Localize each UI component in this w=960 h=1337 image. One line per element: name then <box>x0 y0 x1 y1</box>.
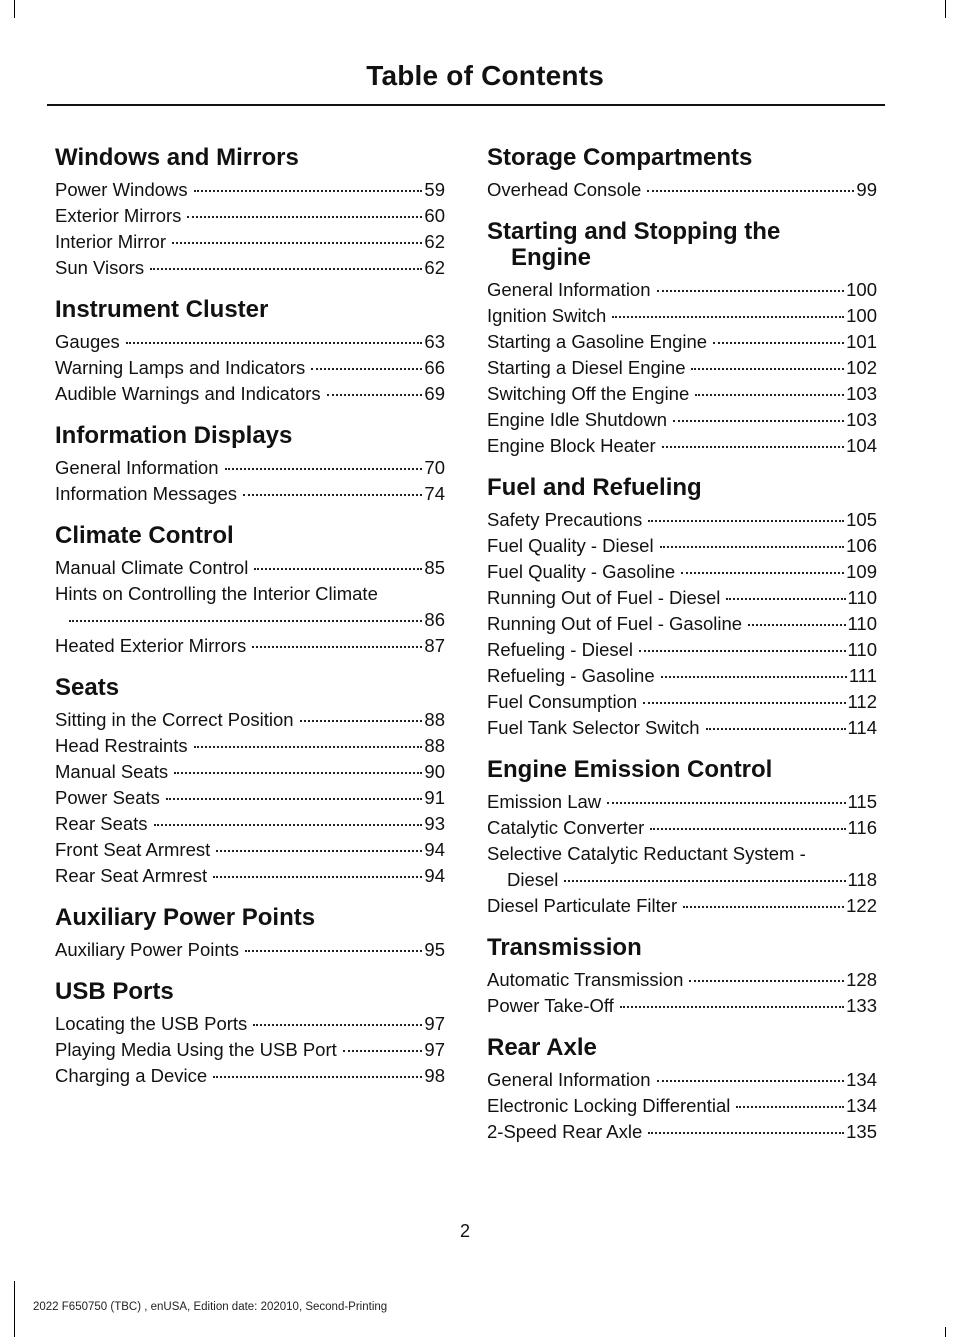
entry-title: Hints on Controlling the Interior Climate <box>55 583 378 604</box>
toc-entry[interactable] <box>487 715 877 741</box>
toc-section <box>55 423 445 507</box>
entry-title: Sitting in the Correct Position <box>55 709 294 730</box>
toc-section <box>487 935 877 1019</box>
entry-page: 118 <box>847 869 877 890</box>
leader-dots <box>736 1106 844 1108</box>
entry-title: Manual Climate Control <box>55 557 249 578</box>
entry-page: 110 <box>847 639 877 660</box>
entry-page: 134 <box>846 1095 877 1116</box>
toc-entry[interactable] <box>55 229 445 255</box>
entry-page: 69 <box>424 383 445 404</box>
leader-dots <box>194 190 423 192</box>
toc-section <box>487 219 877 459</box>
entry-title: Manual Seats <box>55 761 169 782</box>
entry-title: General Information <box>55 457 219 478</box>
leader-dots <box>607 802 845 804</box>
entry-page: 103 <box>846 383 877 404</box>
crop-mark-top-left <box>14 0 15 18</box>
entry-page: 114 <box>847 717 877 738</box>
toc-entry[interactable] <box>487 559 877 585</box>
toc-entry[interactable] <box>55 707 445 733</box>
section-heading: Engine Emission Control <box>487 756 773 783</box>
entry-page: 103 <box>846 409 877 430</box>
leader-dots <box>673 420 844 422</box>
entry-title: Charging a Device <box>55 1065 208 1086</box>
toc-entry[interactable] <box>487 893 877 919</box>
entry-page: 116 <box>847 817 877 838</box>
entry-title: Refueling - Diesel <box>487 639 634 660</box>
page-number: 2 <box>459 1221 470 1241</box>
entry-page: 63 <box>424 331 445 352</box>
entry-page: 98 <box>424 1065 445 1086</box>
entry-title: Switching Off the Engine <box>487 383 690 404</box>
entry-page: 86 <box>424 609 445 630</box>
entry-title: Information Messages <box>55 483 238 504</box>
toc-section <box>55 145 445 281</box>
toc-section <box>487 757 877 919</box>
entry-page: 97 <box>424 1013 445 1034</box>
toc-entry[interactable] <box>487 1093 877 1119</box>
toc-section <box>487 475 877 741</box>
toc-entry[interactable] <box>55 255 445 281</box>
entry-page: 115 <box>847 791 877 812</box>
entry-page: 94 <box>424 839 445 860</box>
toc-section <box>487 1035 877 1145</box>
toc-entry[interactable] <box>55 837 445 863</box>
toc-column-left <box>55 145 445 1105</box>
toc-entry[interactable] <box>55 785 445 811</box>
toc-entry[interactable] <box>55 581 445 633</box>
leader-dots <box>683 906 844 908</box>
entry-title: Head Restraints <box>55 735 188 756</box>
edition-footer: 2022 F650750 (TBC) , enUSA, Edition date: 202010, Second-Printing <box>33 1301 388 1313</box>
leader-dots <box>253 1024 422 1026</box>
leader-dots <box>706 728 846 730</box>
toc-entry[interactable] <box>487 815 877 841</box>
section-heading: Climate Control <box>55 522 234 549</box>
leader-dots <box>713 342 844 344</box>
leader-dots <box>748 624 845 626</box>
leader-dots <box>174 772 422 774</box>
leader-dots <box>620 1006 844 1008</box>
entry-title: Exterior Mirrors <box>55 205 182 226</box>
toc-section <box>55 675 445 889</box>
entry-page: 106 <box>846 535 877 556</box>
entry-page: 102 <box>846 357 877 378</box>
toc-entry-multiline[interactable] <box>487 841 877 893</box>
leader-dots <box>187 216 422 218</box>
entry-page: 100 <box>846 279 877 300</box>
entry-title: Automatic Transmission <box>487 969 684 990</box>
leader-dots <box>691 368 844 370</box>
entry-page: 110 <box>847 613 877 634</box>
entry-page: 100 <box>846 305 877 326</box>
toc-entry[interactable] <box>487 533 877 559</box>
entry-title: Power Take-Off <box>487 995 614 1016</box>
leader-dots <box>194 746 423 748</box>
toc-section <box>55 297 445 407</box>
entry-title: Engine Block Heater <box>487 435 656 456</box>
entry-title: General Information <box>487 1069 651 1090</box>
entry-title: Engine Idle Shutdown <box>487 409 667 430</box>
leader-dots <box>695 394 844 396</box>
entry-title: Starting a Diesel Engine <box>487 357 686 378</box>
entry-title: Fuel Consumption <box>487 691 638 712</box>
leader-dots <box>660 546 845 548</box>
toc-entry[interactable] <box>487 507 877 533</box>
section-heading: Seats <box>55 674 120 701</box>
leader-dots <box>726 598 845 600</box>
toc-entry[interactable] <box>55 329 445 355</box>
entry-title: Selective Catalytic Reductant System - <box>487 843 806 864</box>
leader-dots <box>681 572 844 574</box>
section-heading: Rear Axle <box>487 1034 597 1061</box>
toc-entry[interactable] <box>487 407 877 433</box>
leader-dots <box>343 1050 423 1052</box>
toc-column-right <box>487 145 877 1161</box>
entry-page: 66 <box>424 357 445 378</box>
entry-title: Refueling - Gasoline <box>487 665 655 686</box>
entry-title: Locating the USB Ports <box>55 1013 248 1034</box>
toc-entry[interactable] <box>487 1119 877 1145</box>
toc-entry[interactable] <box>55 355 445 381</box>
entry-page: 88 <box>424 709 445 730</box>
entry-title: Audible Warnings and Indicators <box>55 383 321 404</box>
toc-entry[interactable] <box>55 811 445 837</box>
entry-page: 101 <box>846 331 877 352</box>
entry-title: Fuel Quality - Gasoline <box>487 561 676 582</box>
entry-title-line2: Diesel <box>507 869 559 890</box>
toc-entry[interactable] <box>487 277 877 303</box>
entry-title: Catalytic Converter <box>487 817 645 838</box>
entry-title: 2-Speed Rear Axle <box>487 1121 643 1142</box>
leader-dots <box>225 468 423 470</box>
leader-dots <box>661 676 847 678</box>
entry-page: 90 <box>424 761 445 782</box>
entry-title: Interior Mirror <box>55 231 167 252</box>
leader-dots <box>126 342 423 344</box>
entry-page: 109 <box>846 561 877 582</box>
entry-page: 97 <box>424 1039 445 1060</box>
section-heading-line1: Starting and Stopping the <box>487 218 781 245</box>
leader-dots <box>254 568 422 570</box>
entry-page: 133 <box>846 995 877 1016</box>
section-heading: USB Ports <box>55 978 174 1005</box>
entry-page: 93 <box>424 813 445 834</box>
leader-dots <box>648 520 844 522</box>
entry-title: Gauges <box>55 331 120 352</box>
toc-entry[interactable] <box>487 177 877 203</box>
leader-dots <box>150 268 422 270</box>
entry-title: Fuel Tank Selector Switch <box>487 717 700 738</box>
toc-entry[interactable] <box>487 689 877 715</box>
toc-entry[interactable] <box>487 355 877 381</box>
entry-page: 85 <box>424 557 445 578</box>
toc-entry[interactable] <box>55 555 445 581</box>
leader-dots <box>252 646 422 648</box>
entry-title-line2-row <box>487 867 877 893</box>
toc-section <box>487 145 877 203</box>
leader-dots <box>647 190 854 192</box>
toc-entry[interactable] <box>55 733 445 759</box>
entry-page: 110 <box>847 587 877 608</box>
toc-entry[interactable] <box>55 1037 445 1063</box>
entry-page: 62 <box>424 257 445 278</box>
entry-page: 70 <box>424 457 445 478</box>
leader-dots <box>213 1076 422 1078</box>
header-rule <box>47 104 885 106</box>
entry-title: Power Seats <box>55 787 160 808</box>
entry-page: 112 <box>847 691 877 712</box>
entry-title: Fuel Quality - Diesel <box>487 535 654 556</box>
entry-title: Power Windows <box>55 179 188 200</box>
entry-page: 87 <box>424 635 445 656</box>
entry-title: Auxiliary Power Points <box>55 939 240 960</box>
toc-section <box>55 979 445 1089</box>
entry-page: 111 <box>848 665 877 686</box>
leader-dots <box>216 850 422 852</box>
entry-title: Running Out of Fuel - Diesel <box>487 587 721 608</box>
entry-title: Electronic Locking Differential <box>487 1095 731 1116</box>
entry-title-line1-row <box>487 841 877 867</box>
leader-dots <box>311 368 422 370</box>
leader-dots <box>657 1080 845 1082</box>
toc-entry[interactable] <box>487 637 877 663</box>
leader-dots <box>564 880 845 882</box>
entry-title: Rear Seats <box>55 813 148 834</box>
entry-page: 88 <box>424 735 445 756</box>
section-heading: Information Displays <box>55 422 293 449</box>
toc-section <box>55 905 445 963</box>
leader-dots <box>643 702 845 704</box>
leader-dots <box>172 242 422 244</box>
leader-dots <box>650 828 845 830</box>
section-heading: Storage Compartments <box>487 144 753 171</box>
toc-entry[interactable] <box>55 177 445 203</box>
toc-entry[interactable] <box>487 993 877 1019</box>
leader-dots <box>245 950 422 952</box>
leader-dots <box>213 876 422 878</box>
entry-page: 135 <box>846 1121 877 1142</box>
toc-entry[interactable] <box>487 303 877 329</box>
toc-entry[interactable] <box>55 633 445 659</box>
toc-entry[interactable] <box>487 381 877 407</box>
entry-page: 105 <box>846 509 877 530</box>
entry-title: Diesel Particulate Filter <box>487 895 678 916</box>
entry-page: 134 <box>846 1069 877 1090</box>
toc-entry[interactable] <box>55 481 445 507</box>
leader-dots <box>689 980 844 982</box>
leader-dots <box>69 620 422 622</box>
toc-entry[interactable] <box>55 455 445 481</box>
toc-entry[interactable] <box>487 967 877 993</box>
entry-page: 94 <box>424 865 445 886</box>
leader-dots <box>662 446 844 448</box>
leader-dots <box>154 824 423 826</box>
leader-dots <box>612 316 844 318</box>
entry-page: 62 <box>424 231 445 252</box>
entry-page: 122 <box>846 895 877 916</box>
page-title: Table of Contents <box>366 60 604 91</box>
entry-page: 91 <box>424 787 445 808</box>
toc-entry[interactable] <box>55 863 445 889</box>
toc-entry[interactable] <box>55 1063 445 1089</box>
section-heading <box>487 219 877 271</box>
entry-title: Warning Lamps and Indicators <box>55 357 306 378</box>
entry-title: Starting a Gasoline Engine <box>487 331 708 352</box>
entry-page: 99 <box>856 179 877 200</box>
toc-entry[interactable] <box>55 381 445 407</box>
toc-entry[interactable] <box>55 203 445 229</box>
entry-page: 95 <box>424 939 445 960</box>
leader-dots <box>648 1132 844 1134</box>
entry-title: Sun Visors <box>55 257 145 278</box>
entry-title: Safety Precautions <box>487 509 643 530</box>
entry-page: 74 <box>424 483 445 504</box>
entry-title: Rear Seat Armrest <box>55 865 208 886</box>
entry-page: 128 <box>846 969 877 990</box>
toc-entry[interactable] <box>487 585 877 611</box>
entry-title: Overhead Console <box>487 179 642 200</box>
crop-mark-bottom-right <box>945 1327 946 1337</box>
leader-dots <box>327 394 423 396</box>
leader-dots <box>657 290 845 292</box>
entry-title: Front Seat Armrest <box>55 839 211 860</box>
toc-entry[interactable] <box>55 937 445 963</box>
entry-title: General Information <box>487 279 651 300</box>
section-heading: Transmission <box>487 934 642 961</box>
section-heading-line2: Engine <box>511 244 592 271</box>
leader-dots <box>300 720 423 722</box>
toc-entry[interactable] <box>487 329 877 355</box>
section-heading: Instrument Cluster <box>55 296 269 323</box>
crop-mark-top-right <box>945 0 946 18</box>
toc-entry[interactable] <box>487 433 877 459</box>
toc-entry[interactable] <box>55 759 445 785</box>
leader-dots <box>166 798 423 800</box>
entry-page: 104 <box>846 435 877 456</box>
toc-entry[interactable] <box>55 1011 445 1037</box>
entry-page: 59 <box>424 179 445 200</box>
entry-title: Heated Exterior Mirrors <box>55 635 247 656</box>
toc-entry[interactable] <box>487 789 877 815</box>
section-heading: Fuel and Refueling <box>487 474 702 501</box>
section-heading: Windows and Mirrors <box>55 144 299 171</box>
entry-title: Playing Media Using the USB Port <box>55 1039 337 1060</box>
entry-page: 60 <box>424 205 445 226</box>
toc-entry[interactable] <box>487 611 877 637</box>
crop-mark-bottom-left <box>14 1281 15 1337</box>
leader-dots <box>639 650 845 652</box>
toc-entry[interactable] <box>487 1067 877 1093</box>
toc-entry[interactable] <box>487 663 877 689</box>
entry-title: Running Out of Fuel - Gasoline <box>487 613 743 634</box>
entry-title: Emission Law <box>487 791 602 812</box>
entry-title: Ignition Switch <box>487 305 607 326</box>
leader-dots <box>243 494 422 496</box>
section-heading: Auxiliary Power Points <box>55 904 316 931</box>
toc-section <box>55 523 445 659</box>
